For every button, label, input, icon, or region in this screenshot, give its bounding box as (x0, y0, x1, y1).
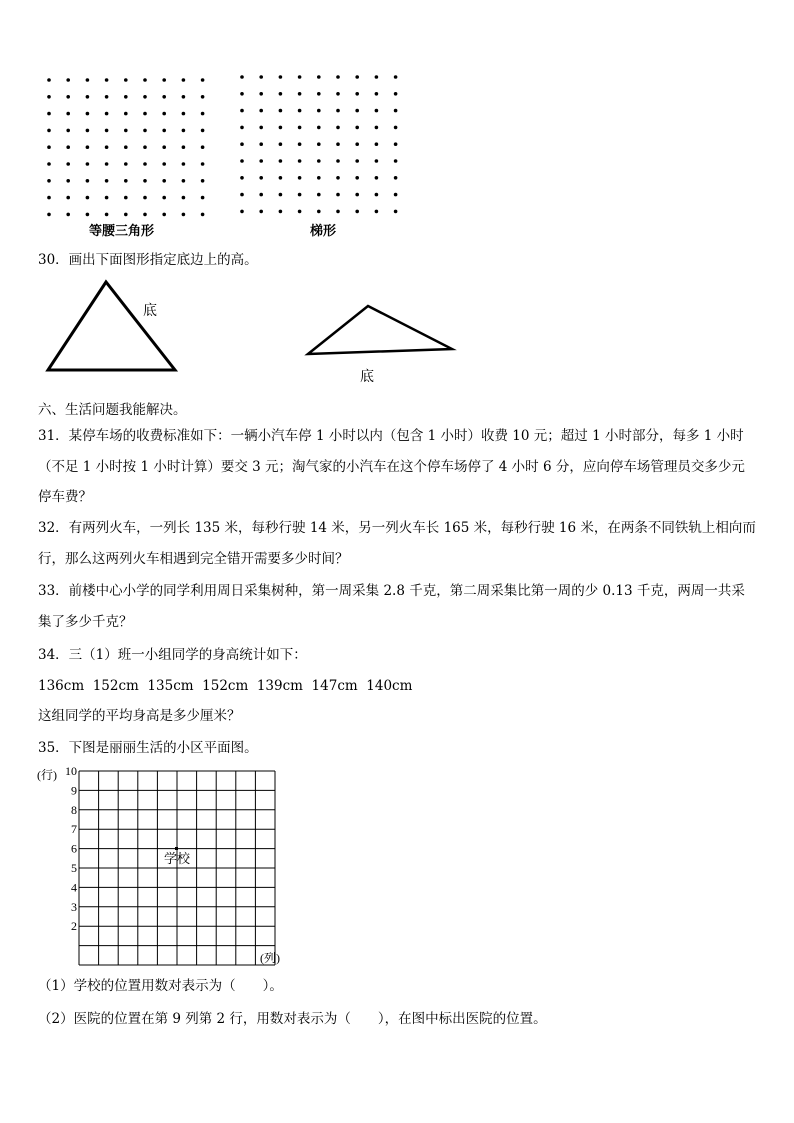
grid-dot (375, 176, 379, 180)
grid-dot (86, 129, 90, 133)
grid-dot (279, 210, 283, 214)
grid-dot (240, 210, 244, 214)
grid-dot (124, 112, 128, 116)
grid-dot (143, 162, 147, 166)
grid-dot (298, 159, 302, 163)
grid-dot (317, 75, 321, 79)
grid-dot (240, 176, 244, 180)
q33-line1: 33．前楼中心小学的同学利用周日采集树种，第一周采集 2.8 千克，第二周采集比第一周的少 0.13 千克，两周一共采 (38, 583, 745, 599)
grid-dot (375, 142, 379, 146)
grid-dot (162, 213, 166, 217)
grid-dot (201, 129, 205, 133)
grid-dot (298, 109, 302, 113)
grid-dot (298, 193, 302, 197)
grid-dot (143, 213, 147, 217)
grid-dot (66, 112, 70, 116)
grid-dot (240, 193, 244, 197)
grid-dot (279, 142, 283, 146)
base-label-1: 底 (143, 303, 157, 319)
coordinate-grid (35, 760, 305, 970)
grid-dot (317, 92, 321, 96)
grid-dot (143, 179, 147, 183)
grid-dot (259, 142, 263, 146)
grid-dot (394, 159, 398, 163)
grid-dot (279, 159, 283, 163)
grid-dot (394, 176, 398, 180)
grid-dot (375, 109, 379, 113)
grid-dot (394, 92, 398, 96)
grid-dot (86, 78, 90, 82)
grid-dot (105, 95, 109, 99)
grid-dot (201, 112, 205, 116)
grid-dot (162, 162, 166, 166)
q33-line2: 集了多少千克？ (38, 614, 133, 630)
grid-dot (66, 145, 70, 149)
grid-dot (143, 196, 147, 200)
grid-dot (355, 176, 359, 180)
grid-dot (86, 179, 90, 183)
grid-dot (201, 162, 205, 166)
grid-dot (86, 95, 90, 99)
grid-dot (317, 142, 321, 146)
grid-dot (143, 112, 147, 116)
grid-dot (394, 210, 398, 214)
grid-dot (298, 210, 302, 214)
grid-dot (162, 112, 166, 116)
grid-dot (259, 75, 263, 79)
grid-dot (47, 162, 51, 166)
grid-dot (143, 78, 147, 82)
triangle-1 (48, 282, 175, 370)
grid-dot (336, 92, 340, 96)
q34-line3: 这组同学的平均身高是多少厘米？ (38, 708, 241, 724)
grid-dot (336, 193, 340, 197)
q30-text: 30．画出下面图形指定底边上的高。 (38, 252, 258, 268)
grid-dot (143, 95, 147, 99)
grid-dot (105, 145, 109, 149)
grid-dot (355, 126, 359, 130)
grid-dot (355, 210, 359, 214)
grid-dot (162, 196, 166, 200)
grid-dot (124, 95, 128, 99)
grid-dot (355, 92, 359, 96)
grid-dot (201, 179, 205, 183)
grid-dot (240, 159, 244, 163)
grid-dot (201, 196, 205, 200)
grid-dot (47, 78, 51, 82)
grid-dot (182, 179, 186, 183)
grid-dot (298, 92, 302, 96)
grid-dot (259, 193, 263, 197)
grid-dot (336, 210, 340, 214)
grid-dot (143, 129, 147, 133)
grid-dot (317, 126, 321, 130)
grid-dot (336, 142, 340, 146)
school-label: 学校 (164, 851, 191, 866)
grid-dot (394, 193, 398, 197)
grid-dot (162, 145, 166, 149)
grid-dot (162, 78, 166, 82)
row-tick-label: 2 (71, 919, 77, 934)
grid-dot (124, 213, 128, 217)
q32-line1: 32．有两列火车，一列长 135 米，每秒行驶 14 米，另一列火车长 165 米，每秒行驶 16 米，在两条不同铁轨上相向而 (38, 520, 756, 536)
label-isosceles-triangle: 等腰三角形 (89, 224, 155, 239)
grid-dot (182, 129, 186, 133)
grid-dot (105, 129, 109, 133)
dot-grid-left (47, 78, 204, 216)
grid-dot (86, 145, 90, 149)
grid-dot (355, 109, 359, 113)
grid-dot (162, 129, 166, 133)
grid-dot (240, 109, 244, 113)
row-tick-labels (65, 764, 77, 933)
grid-dot (86, 213, 90, 217)
triangle-2 (308, 306, 452, 354)
grid-dot (336, 176, 340, 180)
grid-dot (66, 78, 70, 82)
dot-grids (40, 70, 410, 220)
grid-dot (279, 193, 283, 197)
grid-dot (182, 213, 186, 217)
row-axis-label: (行) (37, 768, 57, 782)
grid-dot (279, 176, 283, 180)
grid-dot (105, 162, 109, 166)
grid-dot (317, 159, 321, 163)
grid-dot (298, 126, 302, 130)
grid-dot (66, 129, 70, 133)
grid-dot (105, 112, 109, 116)
grid-dot (47, 196, 51, 200)
grid-dot (394, 75, 398, 79)
grid-dot (355, 159, 359, 163)
q31-line2: （不足 1 小时按 1 小时计算）要交 3 元；淘气家的小汽车在这个停车场停了 4 小时 6 分，应向停车场管理员交多少元 (38, 459, 745, 475)
grid-dot (124, 162, 128, 166)
grid-dot (259, 159, 263, 163)
grid-dot (355, 75, 359, 79)
grid-dot (124, 145, 128, 149)
grid-dot (298, 176, 302, 180)
grid-dot (86, 196, 90, 200)
grid-dot (259, 109, 263, 113)
grid-dot (240, 142, 244, 146)
grid-dot (336, 75, 340, 79)
grid-dot (66, 95, 70, 99)
q34-line1: 34．三（1）班一小组同学的身高统计如下： (38, 647, 307, 663)
grid-dot (240, 126, 244, 130)
grid-dot (298, 142, 302, 146)
grid-dot (162, 95, 166, 99)
grid-dot (375, 210, 379, 214)
grid-dot (124, 196, 128, 200)
grid-dot (66, 179, 70, 183)
school-dot (175, 847, 178, 850)
grid-dot (47, 129, 51, 133)
grid-dot (279, 126, 283, 130)
grid-dot (182, 145, 186, 149)
grid-dot (105, 179, 109, 183)
grid-dot (394, 126, 398, 130)
q32-line2: 行，那么这两列火车相遇到完全错开需要多少时间？ (38, 551, 349, 567)
grid-dot (259, 126, 263, 130)
q31-line1: 31．某停车场的收费标准如下：一辆小汽车停 1 小时以内（包含 1 小时）收费 10 元；超过 1 小时部分，每多 1 小时 (38, 428, 744, 444)
grid-lines (79, 771, 275, 965)
grid-dot (317, 210, 321, 214)
grid-dot (355, 142, 359, 146)
base-label-2: 底 (360, 369, 374, 385)
grid-dot (394, 109, 398, 113)
grid-dot (375, 193, 379, 197)
grid-dot (66, 213, 70, 217)
row-tick-label: 5 (71, 861, 77, 875)
grid-dot (162, 179, 166, 183)
grid-dot (317, 176, 321, 180)
row-tick-label: 6 (71, 841, 77, 856)
grid-dot (182, 95, 186, 99)
grid-dot (375, 126, 379, 130)
grid-dot (201, 78, 205, 82)
row-tick-label: 8 (71, 802, 77, 817)
grid-dot (86, 162, 90, 166)
grid-dot (355, 193, 359, 197)
grid-dot (105, 213, 109, 217)
grid-dot (259, 210, 263, 214)
grid-dot (394, 142, 398, 146)
grid-dot (47, 213, 51, 217)
grid-dot (259, 176, 263, 180)
row-tick-label: 10 (65, 764, 77, 778)
grid-dot (182, 196, 186, 200)
grid-dot (66, 162, 70, 166)
grid-dot (336, 159, 340, 163)
grid-dot (201, 145, 205, 149)
grid-dot (336, 109, 340, 113)
grid-dot (259, 92, 263, 96)
grid-dot (47, 179, 51, 183)
grid-dot (47, 95, 51, 99)
col-axis-label: (列) (260, 951, 280, 965)
grid-dot (375, 75, 379, 79)
grid-dot (105, 78, 109, 82)
dot-grid-right (240, 75, 397, 213)
grid-dot (182, 112, 186, 116)
q31-line3: 停车费？ (38, 489, 92, 505)
grid-dot (47, 145, 51, 149)
grid-dot (240, 75, 244, 79)
grid-dot (298, 75, 302, 79)
grid-dot (201, 213, 205, 217)
grid-dot (182, 78, 186, 82)
grid-dot (143, 145, 147, 149)
row-tick-label: 4 (71, 880, 77, 895)
grid-dot (182, 162, 186, 166)
row-tick-label: 7 (71, 822, 77, 837)
grid-dot (279, 109, 283, 113)
grid-dot (124, 129, 128, 133)
grid-dot (279, 92, 283, 96)
grid-dot (124, 78, 128, 82)
grid-dot (375, 159, 379, 163)
q35-line1: 35．下图是丽丽生活的小区平面图。 (38, 740, 258, 756)
grid-dot (240, 92, 244, 96)
grid-dot (105, 196, 109, 200)
grid-dot (317, 109, 321, 113)
q34-heights: 136cm 152cm 135cm 152cm 139cm 147cm 140cm (38, 678, 413, 694)
section6-title: 六、生活问题我能解决。 (38, 402, 187, 418)
row-tick-label: 9 (71, 783, 77, 798)
row-tick-label: 3 (71, 899, 77, 914)
grid-dot (336, 126, 340, 130)
grid-dot (47, 112, 51, 116)
label-trapezoid: 梯形 (310, 224, 337, 239)
grid-dot (66, 196, 70, 200)
grid-dot (201, 95, 205, 99)
q35-sub2: （2）医院的位置在第 9 列第 2 行，用数对表示为（ ），在图中标出医院的位置。 (38, 1011, 547, 1027)
q35-sub1: （1）学校的位置用数对表示为（ ）。 (38, 978, 283, 994)
grid-dot (317, 193, 321, 197)
q30-triangles (40, 278, 470, 388)
grid-dot (86, 112, 90, 116)
grid-dot (375, 92, 379, 96)
grid-dot (279, 75, 283, 79)
grid-dot (124, 179, 128, 183)
